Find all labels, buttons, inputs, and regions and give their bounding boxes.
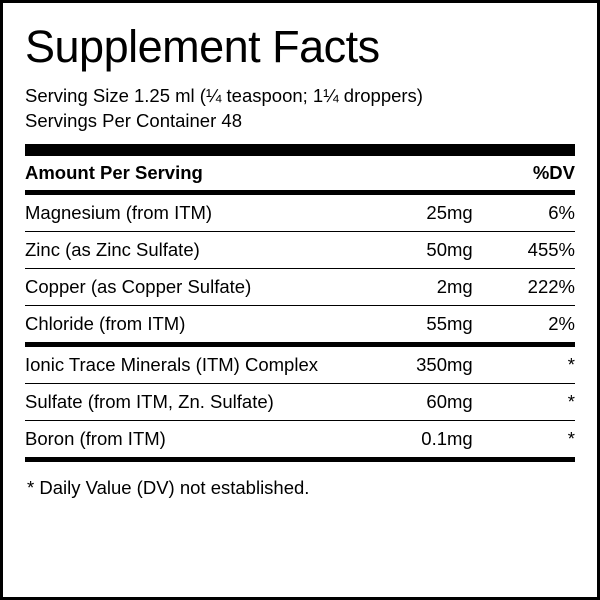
row-amount: 350mg	[353, 345, 477, 384]
table-row	[25, 384, 575, 421]
row-dv: *	[477, 345, 575, 384]
row-dv: 6%	[477, 193, 575, 232]
row-amount: 55mg	[353, 306, 477, 345]
table-row	[25, 306, 575, 345]
servings-per-container-line: Servings Per Container 48	[25, 110, 242, 131]
row-name: Sulfate (from ITM, Zn. Sulfate)	[25, 384, 353, 421]
row-amount: 0.1mg	[353, 421, 477, 458]
table-row	[25, 269, 575, 306]
row-amount: 2mg	[353, 269, 477, 306]
nutrition-table	[25, 156, 575, 457]
row-name: Ionic Trace Minerals (ITM) Complex	[25, 345, 353, 384]
table-row	[25, 193, 575, 232]
row-amount: 50mg	[353, 232, 477, 269]
divider-thick-top	[25, 144, 575, 156]
page-title: Supplement Facts	[25, 21, 380, 72]
row-amount: 60mg	[353, 384, 477, 421]
row-name: Zinc (as Zinc Sulfate)	[25, 232, 353, 269]
row-name: Magnesium (from ITM)	[25, 193, 353, 232]
row-dv: *	[477, 421, 575, 458]
row-dv: 455%	[477, 232, 575, 269]
row-amount: 25mg	[353, 193, 477, 232]
divider-bottom	[25, 457, 575, 462]
row-name: Copper (as Copper Sulfate)	[25, 269, 353, 306]
header-amount-per-serving: Amount Per Serving	[25, 162, 203, 183]
table-header-row	[25, 156, 575, 193]
table-row	[25, 421, 575, 458]
serving-size-line: Serving Size 1.25 ml (¼ teaspoon; 1¼ droppers)	[25, 85, 423, 106]
row-dv: 222%	[477, 269, 575, 306]
row-name: Boron (from ITM)	[25, 421, 353, 458]
row-dv: *	[477, 384, 575, 421]
row-name: Chloride (from ITM)	[25, 306, 353, 345]
row-dv: 2%	[477, 306, 575, 345]
header-percent-dv: %DV	[532, 162, 575, 183]
daily-value-footnote: * Daily Value (DV) not established.	[27, 477, 310, 498]
supplement-facts-inner	[25, 17, 575, 587]
header-amount-spacer	[353, 156, 477, 193]
table-row	[25, 345, 575, 384]
table-row	[25, 232, 575, 269]
